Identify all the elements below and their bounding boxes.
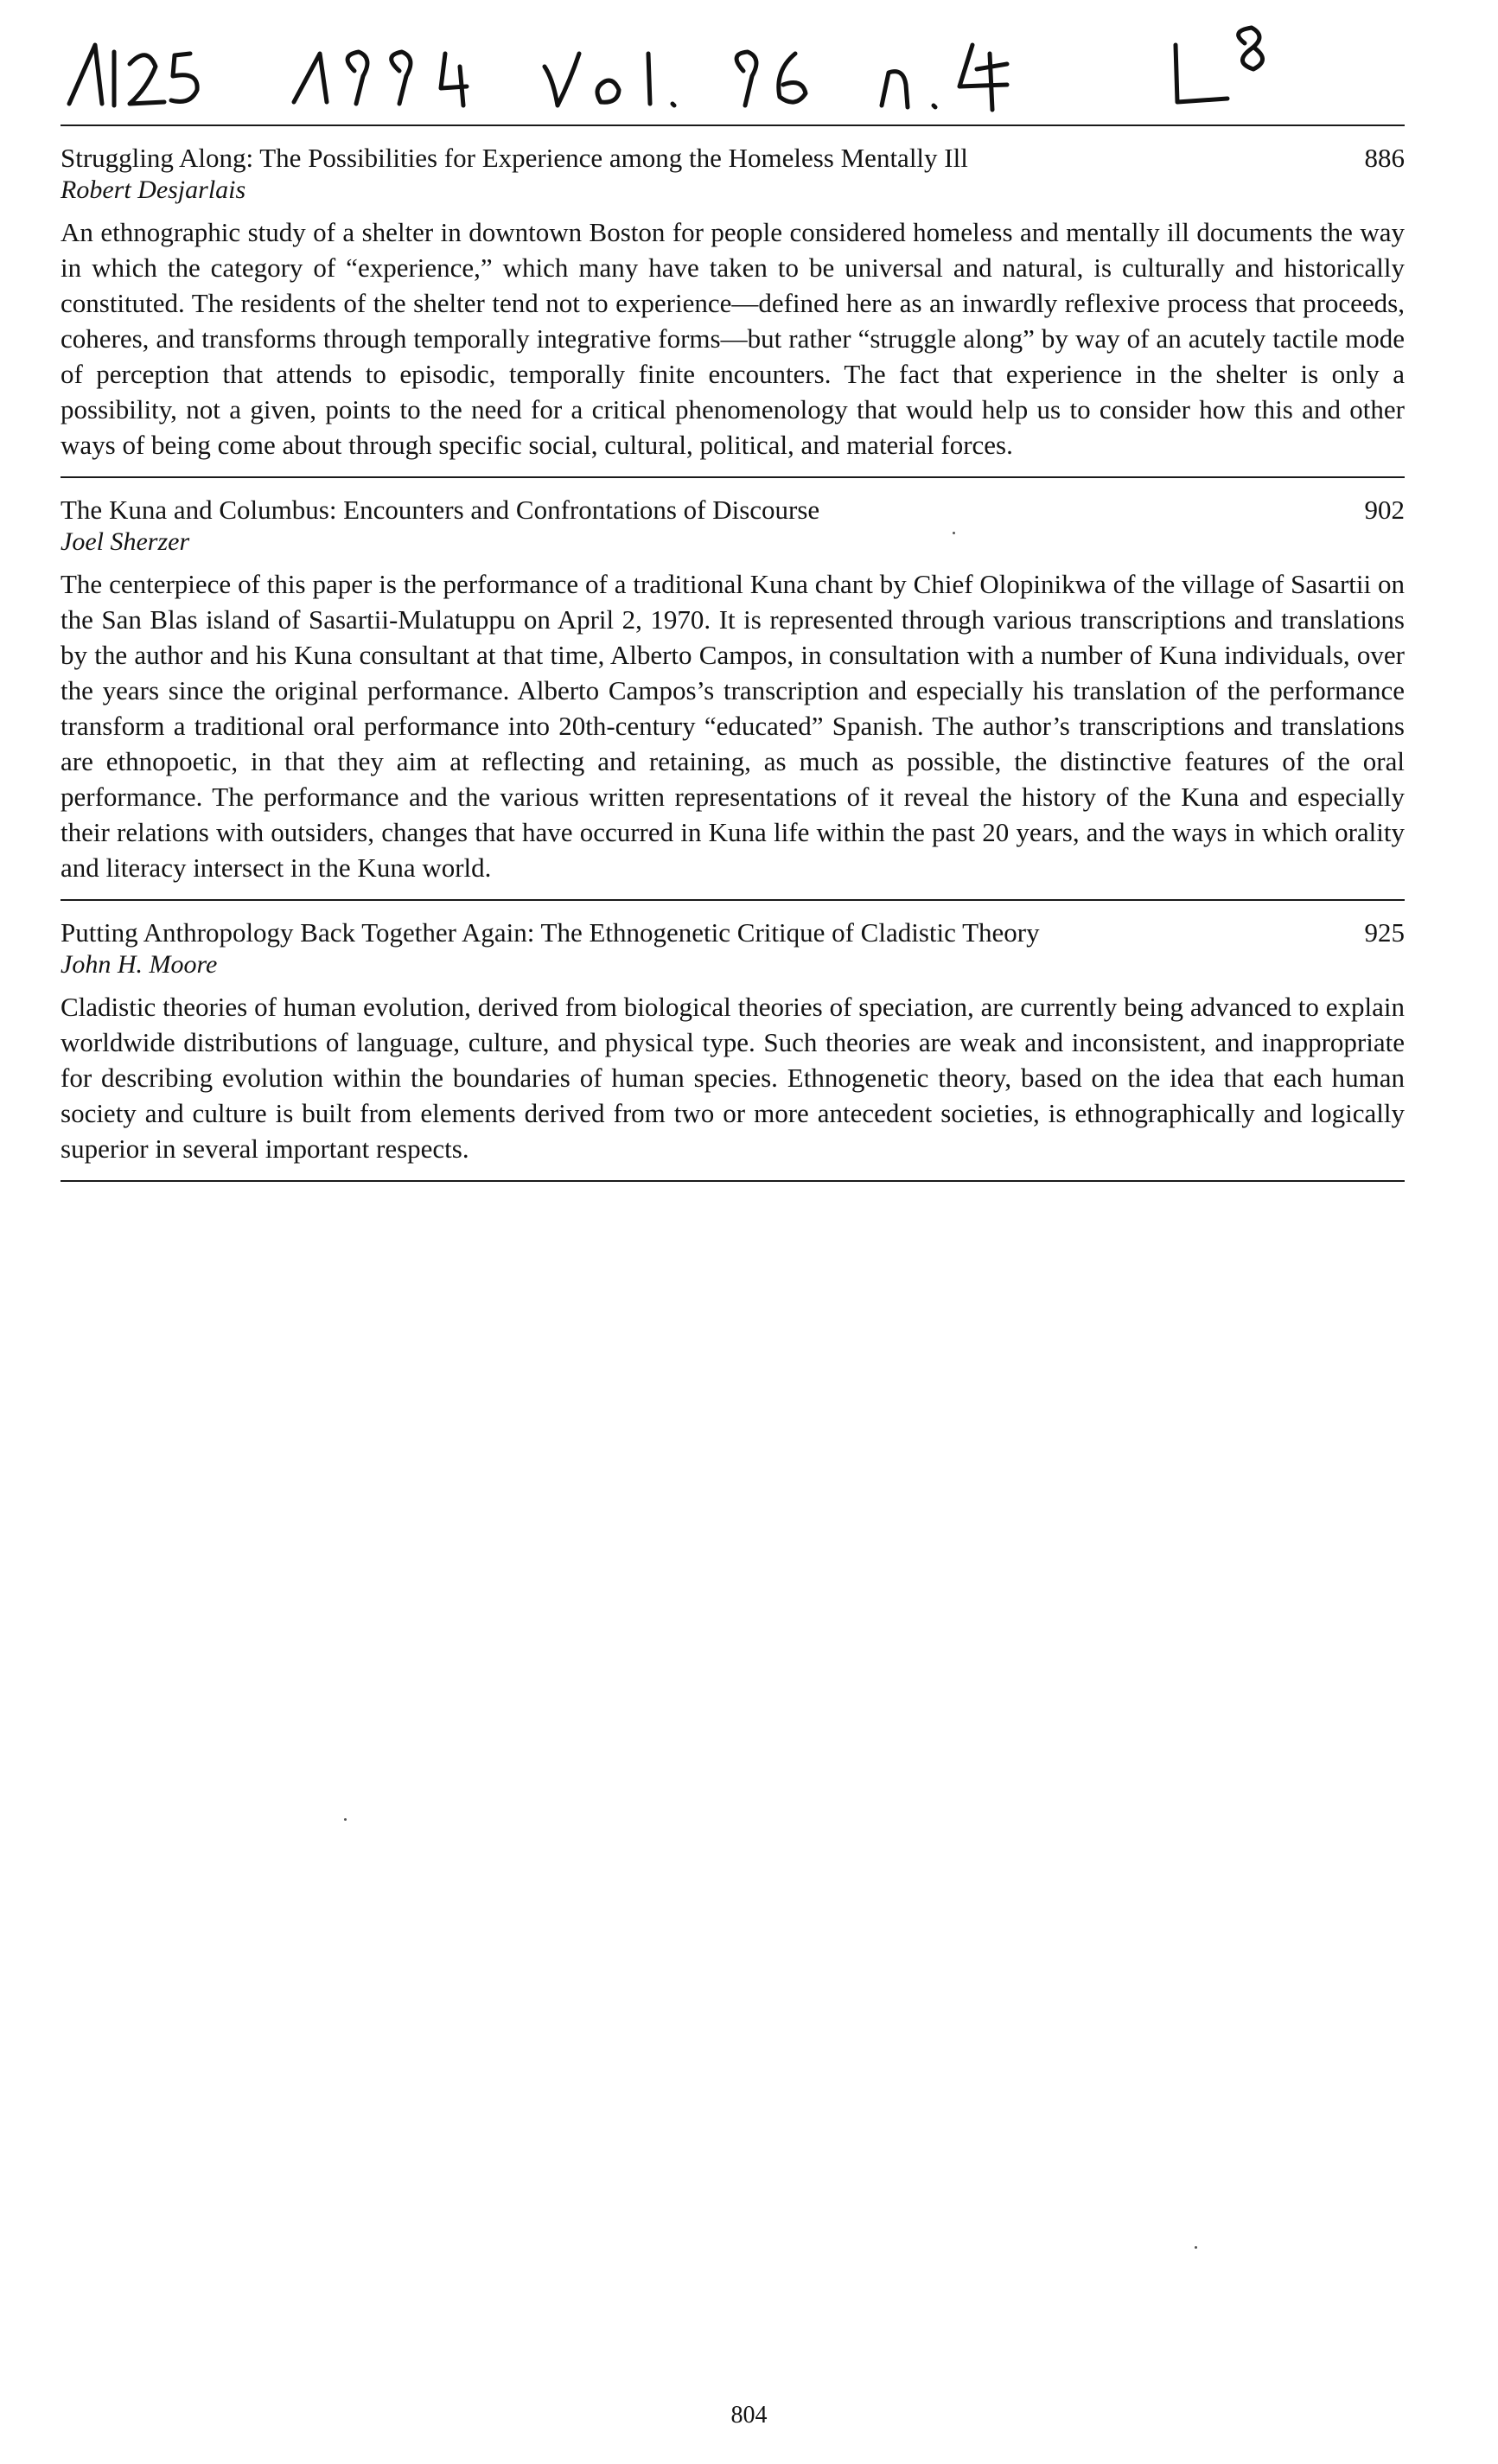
table-of-contents <box>61 124 1405 1182</box>
page-number: 804 <box>730 2402 768 2429</box>
article-page-number: 886 <box>1364 143 1405 173</box>
divider <box>61 1180 1405 1182</box>
article-abstract: An ethnographic study of a shelter in downtown Boston for people considered homeless and mentally ill documents the way in which the category of “experience,” which many have taken to be universal and natural, is culturally and historically constituted. The residents of the shelter tend not to experience—defined here as an inwardly reflexive process that proceeds, coheres, and transforms through temporally integrative forms—but rather “struggle along” by way of an acutely tactile mode of perception that attends to episodic, temporally finite encounters. The fact that experience in the shelter is only a possibility, not a given, points to the need for a critical phenomenology that would help us to consider how this and other ways of being come about through specific social, cultural, political, and material forces. <box>61 217 1405 460</box>
article-title-row <box>61 916 1405 949</box>
article-abstract: The centerpiece of this paper is the performance of a traditional Kuna chant by Chief Olopinikwa of the village of Sasartii on the San Blas island of Sasartii-Mulatuppu on April 2, 1970. It is represented through various transcriptions and translations by the author and his Kuna consultant at that time, Alberto Campos, in consultation with a number of Kuna individuals, over the years since the original performance. Alberto Campos’s transcription and especially his translation of the performance transform a traditional oral performance into 20th-century “educated” Spanish. The author’s transcriptions and translations are ethnopoetic, in that they aim at reflecting and retaining, as much as possible, the distinctive features of the oral performance. The performance and the various written representations of it reveal the history of the Kuna and especially their relations with outsiders, changes that have occurred in Kuna life within the past 20 years, and the ways in which orality and literacy intersect in the Kuna world. <box>61 569 1405 883</box>
article-title: Struggling Along: The Possibilities for Experience among the Homeless Mentally Ill <box>61 143 968 173</box>
scan-speck <box>1195 2246 1197 2249</box>
article-title-row <box>61 494 1405 527</box>
article-entry <box>61 901 1405 1168</box>
article-author: Robert Desjarlais <box>61 176 246 204</box>
scan-speck <box>344 1818 347 1821</box>
article-title: The Kuna and Columbus: Encounters and Confrontations of Discourse <box>61 495 820 525</box>
article-entry <box>61 478 1405 887</box>
article-author: Joel Sherzer <box>61 527 190 556</box>
article-page-number: 925 <box>1364 917 1405 948</box>
handwritten-annotation <box>61 19 1305 114</box>
article-title-row <box>61 142 1405 175</box>
article-page-number: 902 <box>1364 495 1405 525</box>
article-title: Putting Anthropology Back Together Again: The Ethnogenetic Critique of Cladistic Theory <box>61 917 1040 948</box>
scan-speck <box>953 532 955 534</box>
handwritten-annotation-drawing <box>61 19 1305 114</box>
article-abstract: Cladistic theories of human evolution, derived from biological theories of speciation, are currently being advanced to explain worldwide distributions of language, culture, and physical type. Such theories are weak and inconsistent, and inappropriate for describing evolution within the boundaries of human species. Ethnogenetic theory, based on the idea that each human society and culture is built from elements derived from two or more antecedent societies, is ethnographically and logically superior in several important respects. <box>61 992 1405 1164</box>
article-entry <box>61 126 1405 464</box>
article-author: John H. Moore <box>61 950 218 979</box>
